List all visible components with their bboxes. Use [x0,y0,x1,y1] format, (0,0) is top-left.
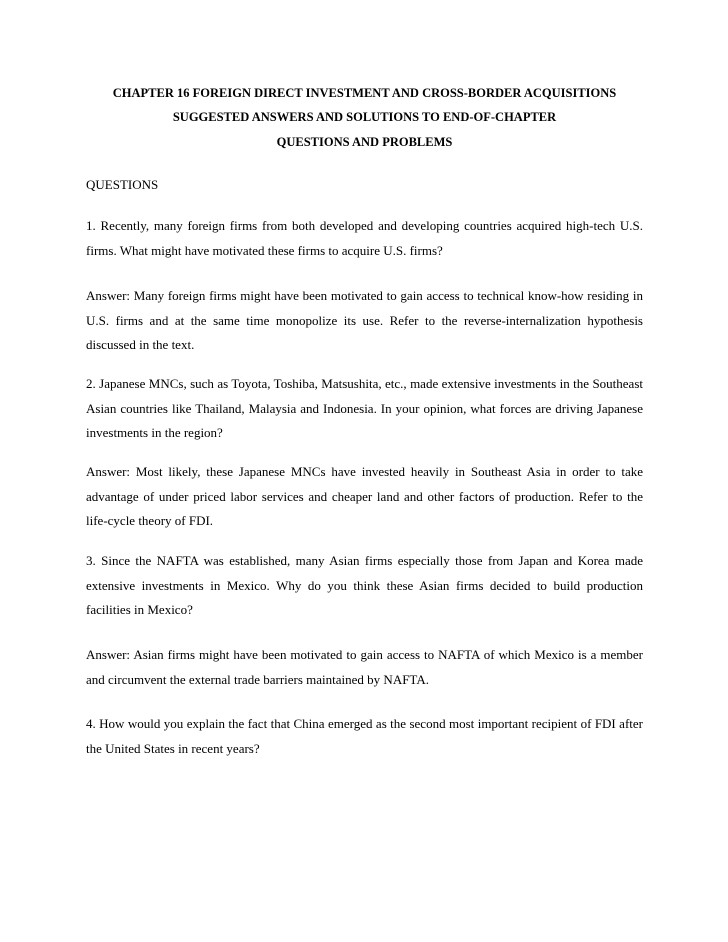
section-heading-questions: QUESTIONS [86,177,159,192]
question-3: 3. Since the NAFTA was established, many Asian firms especially those from Japan and Korea made extensive investments in Mexico. Why do you think these Asian firms decided to build production facilities in Mexico? [86,553,643,617]
answer-2: Answer: Most likely, these Japanese MNCs have invested heavily in Southeast Asia in order to take advantage of under priced labor services and cheaper land and other factors of production. Refer to the life-cycle theory of FDI. [86,464,643,528]
question-1: 1. Recently, many foreign firms from both developed and developing countries acquired high-tech U.S. firms. What might have motivated these firms to acquire U.S. firms? [86,218,643,258]
subtitle-line-2: QUESTIONS AND PROBLEMS [276,135,453,149]
question-2: 2. Japanese MNCs, such as Toyota, Toshiba, Matsushita, etc., made extensive investments in the Southeast Asian countries like Thailand, Malaysia and Indonesia. In your opinion, what forces are driving Japanese investments in the region? [86,376,643,440]
answer-3: Answer: Asian firms might have been motivated to gain access to NAFTA of which Mexico is a member and circumvent the external trade barriers maintained by NAFTA. [86,647,643,687]
subtitle-line-1: SUGGESTED ANSWERS AND SOLUTIONS TO END-OF-CHAPTER [172,110,557,124]
question-4: 4. How would you explain the fact that China emerged as the second most important recipient of FDI after the United States in recent years? [86,716,643,756]
answer-1: Answer: Many foreign firms might have been motivated to gain access to technical know-how residing in U.S. firms and at the same time monopolize its use. Refer to the reverse-internalization hypothesis discussed in the text. [86,288,643,352]
chapter-title: CHAPTER 16 FOREIGN DIRECT INVESTMENT AND CROSS-BORDER ACQUISITIONS [112,86,617,100]
